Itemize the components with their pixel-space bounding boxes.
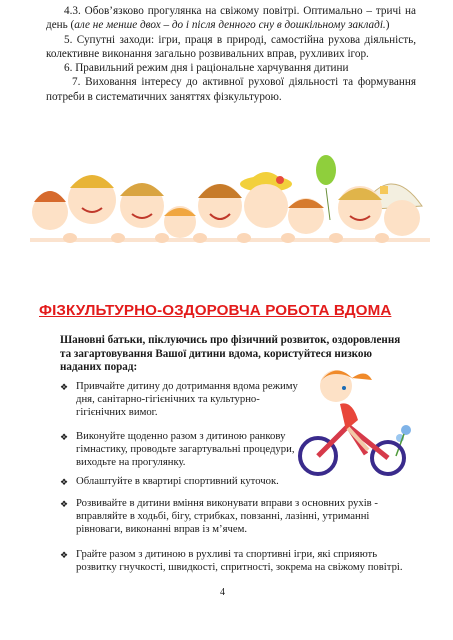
child-face-9 (384, 200, 420, 236)
bullet-diamond-icon: ❖ (60, 382, 69, 392)
list-item-text: Привчайте дитину до дотримання вдома режиму дня, санітарно-гігієнічних та культурно-гігієнічних вимог. (76, 380, 298, 418)
section-heading: ФІЗКУЛЬТУРНО-ОЗДОРОВЧА РОБОТА ВДОМА (39, 302, 392, 319)
bullet-diamond-icon: ❖ (60, 550, 69, 560)
girl-on-bicycle-illustration (296, 360, 424, 480)
bullet-diamond-icon: ❖ (60, 432, 69, 442)
children-banner-illustration (30, 140, 430, 248)
page-number: 4 (220, 587, 225, 598)
paragraph-walk (46, 4, 416, 33)
paragraph-regime: 6. Правильний режим дня і раціональне харчування дитини (64, 62, 349, 75)
child-face-6 (240, 172, 292, 228)
list-item-text: Облаштуйте в квартирі спортивний куточок. (76, 475, 279, 487)
child-face-4 (164, 206, 196, 238)
paragraph-walk-close: ) (385, 19, 390, 32)
child-face-3 (120, 183, 164, 228)
list-item-text: Грайте разом з дитиною в рухливі та спортивні ігри, які сприяють розвитку гнучкості, швидкості, спритності, зокрема на свіжому повітрі. (76, 548, 403, 573)
child-face-2 (68, 175, 116, 224)
list-item-text: Розвивайте в дитини вміння виконувати вправи з основних рухів - вправляйте в ходьбі, бігу, стрибках, повзанні, лазінні, утриманні рівноваги, виконанні вправ із м’ячем. (76, 497, 378, 535)
child-face-7 (288, 198, 324, 234)
bullet-diamond-icon: ❖ (60, 499, 69, 509)
top-text-block (46, 4, 416, 104)
paragraph-activities: 5. Супутні заходи: ігри, праця в природі, самостійна рухова діяльність, колективне виконання загально розвивальних вправ, рухливих ігор. (46, 33, 416, 60)
child-face-8 (338, 186, 382, 230)
child-face-1 (32, 191, 68, 230)
paragraph-walk-italic: але не менше двох – до і після денного сну в дошкільному закладі. (74, 19, 386, 32)
list-item-text: Виконуйте щоденно разом з дитиною ранкову гімнастику, проводьте загартувальні процедури, виходьте на прогулянку. (76, 430, 295, 468)
intro-paragraph: Шановні батьки, піклуючись про фізичний розвиток, оздоровлення та загартовування Вашої дитини вдома, користуйтеся низкою наданих порад: (60, 334, 401, 374)
paragraph-walk-text: 4.3. Обов’язково прогулянка на свіжому повітрі. Оптимально – тричі на день ( (46, 5, 416, 32)
child-face-5 (198, 184, 242, 228)
paragraph-interest: 7. Виховання інтересу до активної рухової діяльності та формування потреби в систематичних заняттях фізкультурою. (46, 76, 416, 103)
bullet-diamond-icon: ❖ (60, 477, 69, 487)
